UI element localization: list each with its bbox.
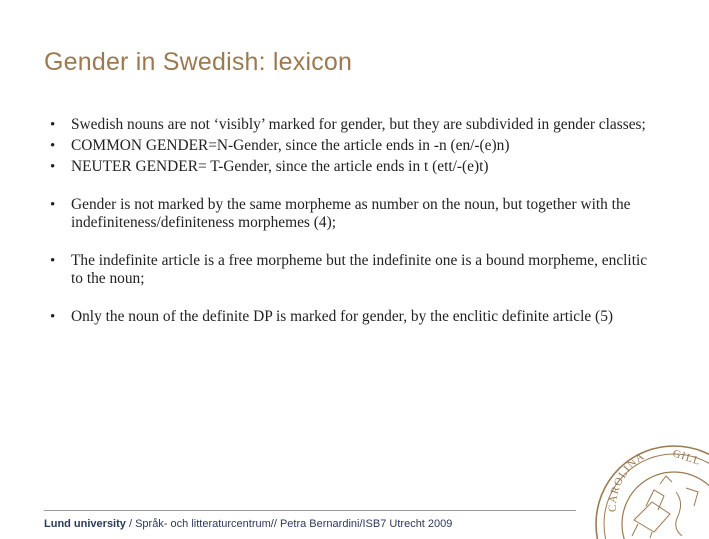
footer [44, 518, 452, 530]
bullet-icon: • [50, 117, 56, 133]
bullet-item [48, 137, 648, 155]
bullet-text: The indefinite article is a free morpheme but the indefinite one is a bound morpheme, enclitic to the noun; [71, 252, 648, 287]
footer-university: Lund university [44, 518, 126, 530]
bullet-icon: • [50, 138, 56, 154]
bullet-icon: • [50, 253, 56, 269]
bullet-text: Gender is not marked by the same morpheme as number on the noun, but together with the indefiniteness/definiteness morphemes (4); [71, 196, 631, 231]
bullet-icon: • [50, 159, 56, 175]
footer-text: / Språk- och litteraturcentrum// Petra Bernardini/ISB7 Utrecht 2009 [125, 518, 453, 530]
bullet-item [48, 158, 648, 176]
bullet-group-4 [48, 308, 648, 326]
bullet-icon: • [50, 309, 56, 325]
bullet-item [48, 252, 648, 288]
seal-text: CAROLINA [606, 450, 648, 513]
bullet-group-2 [48, 196, 648, 232]
seal-top-text: GILL [671, 447, 703, 468]
bullet-text: COMMON GENDER=N-Gender, since the article ends in -n (en/-(e)n) [71, 137, 510, 154]
bullet-text: Swedish nouns are not ‘visibly’ marked for gender, but they are subdivided in gender classes; [71, 116, 646, 133]
bullet-item [48, 196, 648, 232]
university-seal-icon [594, 432, 709, 539]
bullet-text: NEUTER GENDER= T-Gender, since the article ends in t (ett/-(e)t) [71, 158, 489, 175]
bullet-item [48, 116, 648, 134]
bullet-icon: • [50, 197, 56, 213]
bullet-item [48, 308, 648, 326]
slide-title: Gender in Swedish: lexicon [44, 48, 353, 76]
bullet-list [48, 116, 648, 346]
bullet-text: Only the noun of the definite DP is marked for gender, by the enclitic definite article (5) [71, 308, 614, 325]
bullet-group-1 [48, 116, 648, 176]
footer-divider [44, 510, 576, 511]
bullet-group-3 [48, 252, 648, 288]
